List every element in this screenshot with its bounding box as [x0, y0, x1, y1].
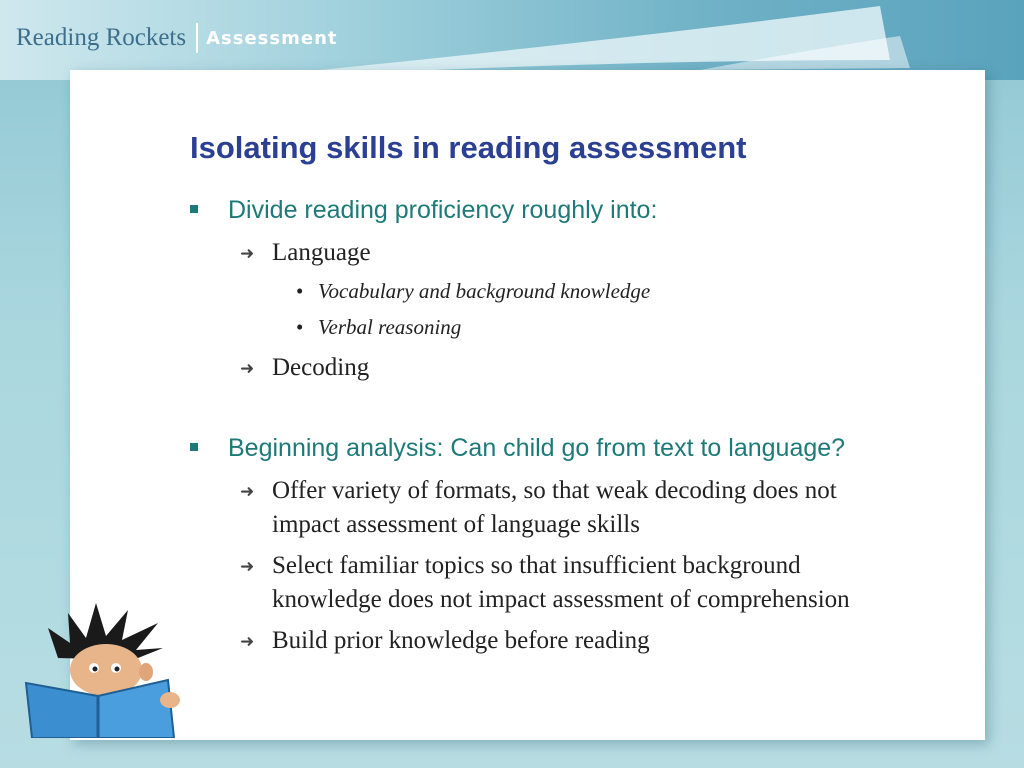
square-bullet-icon	[190, 443, 198, 451]
arrow-bullet-icon: ➜	[240, 557, 255, 577]
bullet-text: Verbal reasoning	[318, 315, 462, 339]
brand-name: Reading Rockets	[16, 24, 187, 51]
bullet-text: Divide reading proficiency roughly into:	[228, 196, 658, 224]
bullet-text: Beginning analysis: Can child go from text to language?	[228, 434, 846, 462]
bullet-level2	[240, 474, 940, 542]
dot-bullet-icon: •	[296, 279, 304, 303]
brand-logo	[16, 18, 338, 58]
bullet-level2	[240, 624, 940, 659]
bullet-text: Language	[272, 239, 371, 266]
bullet-level3	[296, 315, 461, 340]
brand-divider	[196, 23, 198, 53]
section-name: Assessment	[206, 27, 338, 49]
bullet-text: Vocabulary and background knowledge	[318, 279, 651, 303]
arrow-bullet-icon: ➜	[240, 244, 255, 264]
bullet-level2	[240, 549, 940, 617]
bullet-text-block	[272, 474, 837, 542]
bullet-level1	[190, 434, 845, 463]
bullet-level2	[240, 236, 940, 271]
square-bullet-icon	[190, 205, 198, 213]
arrow-bullet-icon: ➜	[240, 632, 255, 652]
bullet-line: knowledge does not impact assessment of comprehension	[272, 586, 850, 613]
bullet-level2	[240, 351, 940, 386]
bullet-text-block	[272, 549, 850, 617]
bullet-level1	[190, 196, 657, 225]
bullet-line: Offer variety of formats, so that weak decoding does not	[272, 477, 837, 504]
child-reading-book-icon	[18, 588, 188, 738]
slide-title: Isolating skills in reading assessment	[190, 130, 747, 165]
arrow-bullet-icon: ➜	[240, 359, 255, 379]
dot-bullet-icon: •	[296, 315, 304, 339]
bullet-line: impact assessment of language skills	[272, 511, 640, 538]
bullet-text: Decoding	[272, 354, 370, 381]
arrow-bullet-icon: ➜	[240, 482, 255, 502]
bullet-text: Build prior knowledge before reading	[272, 627, 650, 654]
bullet-level3	[296, 279, 650, 304]
bullet-line: Select familiar topics so that insufficient background	[272, 552, 801, 579]
